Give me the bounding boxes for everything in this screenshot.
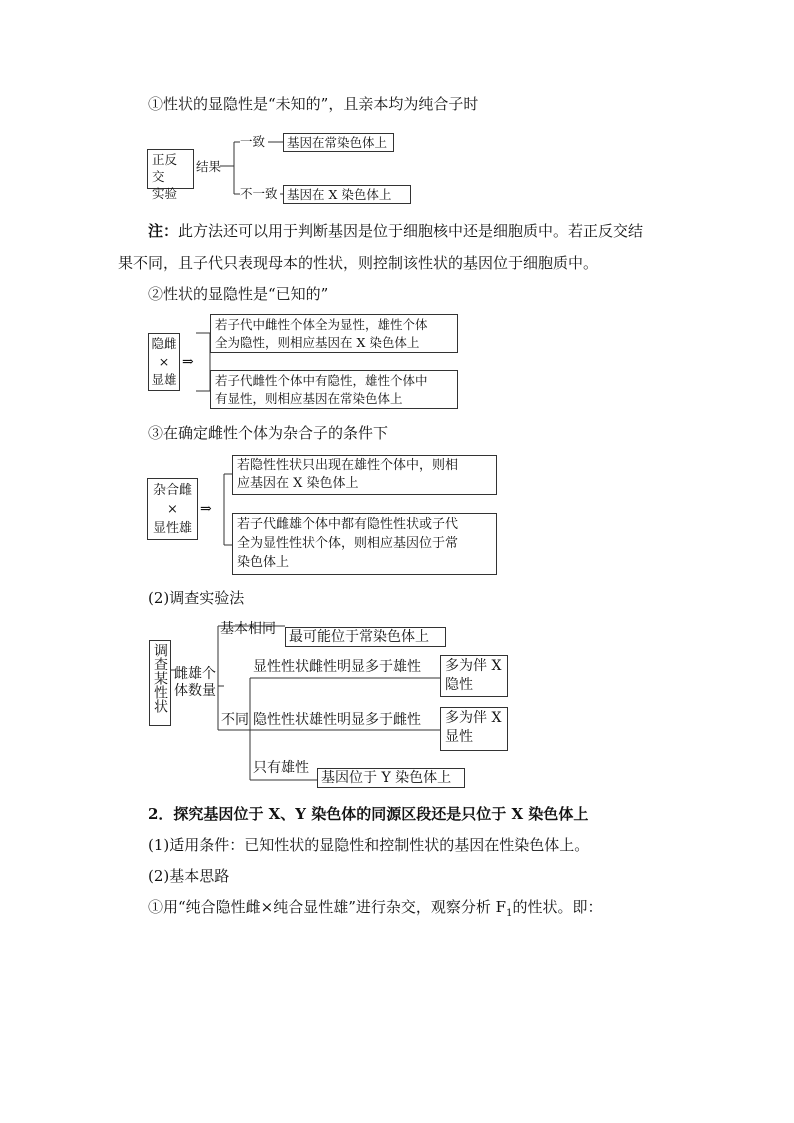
branch-same: 基本相同 <box>220 621 276 637</box>
option-consistent: 一致 <box>240 134 266 149</box>
heterozygous-female-x-dominant-male-box: 杂合雌 × 显性雄 <box>147 478 198 540</box>
result-autosome: 基因在常染色体上 <box>283 133 394 152</box>
heading-heterozygous-female: ③在确定雌性个体为杂合子的条件下 <box>148 424 389 442</box>
note-label: 注： <box>148 222 179 240</box>
result-x-recessive: 多为伴 X 隐性 <box>440 655 508 697</box>
heading-known-dominance: ②性状的显隐性是“已知的” <box>148 285 329 303</box>
step-1-tail: 的性状。即： <box>512 898 603 916</box>
result-y-chromosome: 基因位于 Y 染色体上 <box>317 768 465 788</box>
step-1 <box>148 897 602 924</box>
result-x-chromosome: 基因在 X 染色体上 <box>283 185 411 204</box>
section-title-xy-homologous: 2．探究基因位于 X、Y 染色体的同源区段还是只位于 X 染色体上 <box>148 805 589 823</box>
survey-trait-box: 调查某性状 <box>149 640 171 726</box>
heading-unknown-dominance: ①性状的显隐性是“未知的”，且亲本均为纯合子时 <box>148 95 479 113</box>
basic-idea-heading: (2)基本思路 <box>148 867 230 885</box>
option-inconsistent: 不一致 <box>240 186 278 201</box>
result-x-dominant: 多为伴 X 显性 <box>440 707 508 751</box>
result-likely-autosome: 最可能位于常染色体上 <box>285 627 446 647</box>
recessive-female-x-dominant-male-box: 隐雌 × 显雄 <box>148 333 180 391</box>
d2-result-autosome: 若子代雌性个体中有隐性，雄性个体中 有显性，则相应基因在常染色体上 <box>210 370 458 409</box>
step-1-subscript: 1 <box>506 908 513 919</box>
case-dominant-female-more: 显性性状雌性明显多于雄性 <box>253 659 421 675</box>
case-only-male: 只有雄性 <box>253 760 309 776</box>
reciprocal-cross-box: 正反交 实验 <box>147 149 194 189</box>
result-label: 结果 <box>196 159 222 174</box>
branch-different: 不同 <box>221 712 249 728</box>
note-text-1: 此方法还可以用于判断基因是位于细胞核中还是细胞质中。若正反交结 <box>178 222 644 240</box>
note-line-2: 果不同，且子代只表现母本的性状，则控制该性状的基因位于细胞质中。 <box>118 254 599 272</box>
arrow-icon: ⇒ <box>182 354 194 370</box>
applicable-conditions: (1)适用条件：已知性状的显隐性和控制性状的基因在性染色体上。 <box>148 836 590 854</box>
d2-result-x: 若子代中雌性个体全为显性，雄性个体 全为隐性，则相应基因在 X 染色体上 <box>210 314 458 353</box>
note-line-1 <box>148 221 643 241</box>
male-female-count-label: 雌雄个 体数量 <box>174 666 216 699</box>
arrow-icon-2: ⇒ <box>200 501 212 517</box>
d3-result-x: 若隐性性状只出现在雄性个体中，则相 应基因在 X 染色体上 <box>232 455 497 495</box>
step-1-text: ①用“纯合隐性雌×纯合显性雄”进行杂交，观察分析 F <box>148 898 507 916</box>
case-recessive-male-more: 隐性性状雄性明显多于雌性 <box>253 712 421 728</box>
heading-survey-method: (2)调查实验法 <box>148 589 245 607</box>
d3-result-autosome: 若子代雌雄个体中都有隐性性状或子代 全为显性性状个体，则相应基因位于常 染色体上 <box>232 513 497 575</box>
